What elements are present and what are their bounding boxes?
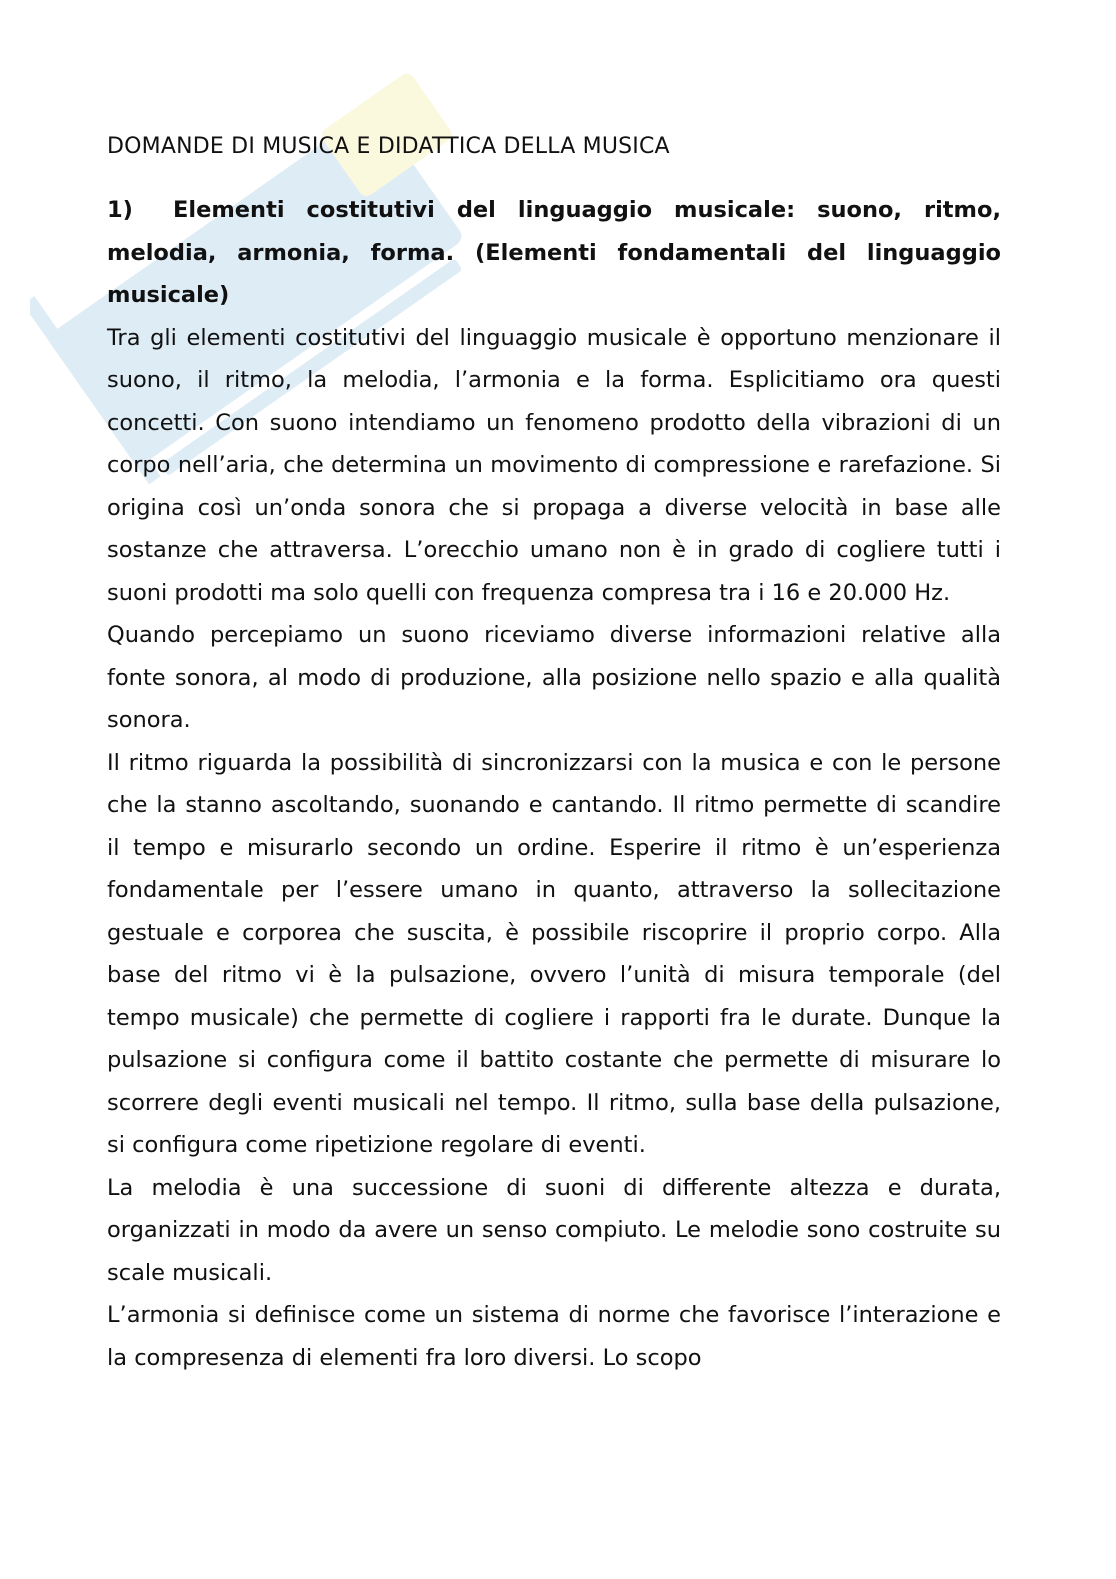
paragraph-ritmo: Il ritmo riguarda la possibilità di sincronizzarsi con la musica e con le persone che la stanno ascoltando, suonando e cantando. Il ritmo permette di scandire il tempo e misurarlo secondo un ordine. Esperire il ritmo è un’esperienza fondamentale per l’essere umano in quanto, attraverso la sollecitazione gestuale e corporea che suscita, è possibile riscoprire il proprio corpo. Alla base del ritmo vi è la pulsazione, ovvero l’unità di misura temporale (del tempo musicale) che permette di cogliere i rapporti fra le durate. Dunque la pulsazione si configura come il battito costante che permette di misurare lo scorrere degli eventi musicali nel tempo. Il ritmo, sulla base della pulsazione, si configura come ripetizione regolare di eventi.: [107, 749, 1001, 1158]
question-number: 1): [107, 197, 133, 223]
question-text: Elementi costitutivi del linguaggio musicale: suono, ritmo, melodia, armonia, forma. (Elementi fondamentali del linguaggio musicale): [107, 197, 1001, 308]
paragraph-percezione: Quando percepiamo un suono riceviamo diverse informazioni relative alla fonte sonora, al modo di produzione, alla posizione nello spazio e alla qualità sonora.: [107, 622, 1001, 733]
paragraph-suono: Tra gli elementi costitutivi del linguaggio musicale è opportuno menzionare il suono, il ritmo, la melodia, l’armonia e la forma. Esplicitiamo ora questi concetti. Con suono intendiamo un fenomeno prodotto della vibrazioni di un corpo nell’aria, che determina un movimento di compressione e rarefazione. Si origina così un’onda sonora che si propaga a diverse velocità in base alle sostanze che attraversa. L’orecchio umano non è in grado di cogliere tutti i suoni prodotti ma solo quelli con frequenza compresa tra i 16 e 20.000 Hz.: [107, 324, 1001, 606]
document-body: [107, 127, 1001, 1379]
question-heading: [107, 189, 1001, 317]
document-title: DOMANDE DI MUSICA E DIDATTICA DELLA MUSICA: [107, 134, 670, 159]
paragraph-armonia: L’armonia si definisce come un sistema di norme che favorisce l’interazione e la compresenza di elementi fra loro diversi. Lo scopo: [107, 1302, 1001, 1371]
paragraph-melodia: La melodia è una successione di suoni di differente altezza e durata, organizzati in modo da avere un senso compiuto. Le melodie sono costruite su scale musicali.: [107, 1174, 1001, 1286]
